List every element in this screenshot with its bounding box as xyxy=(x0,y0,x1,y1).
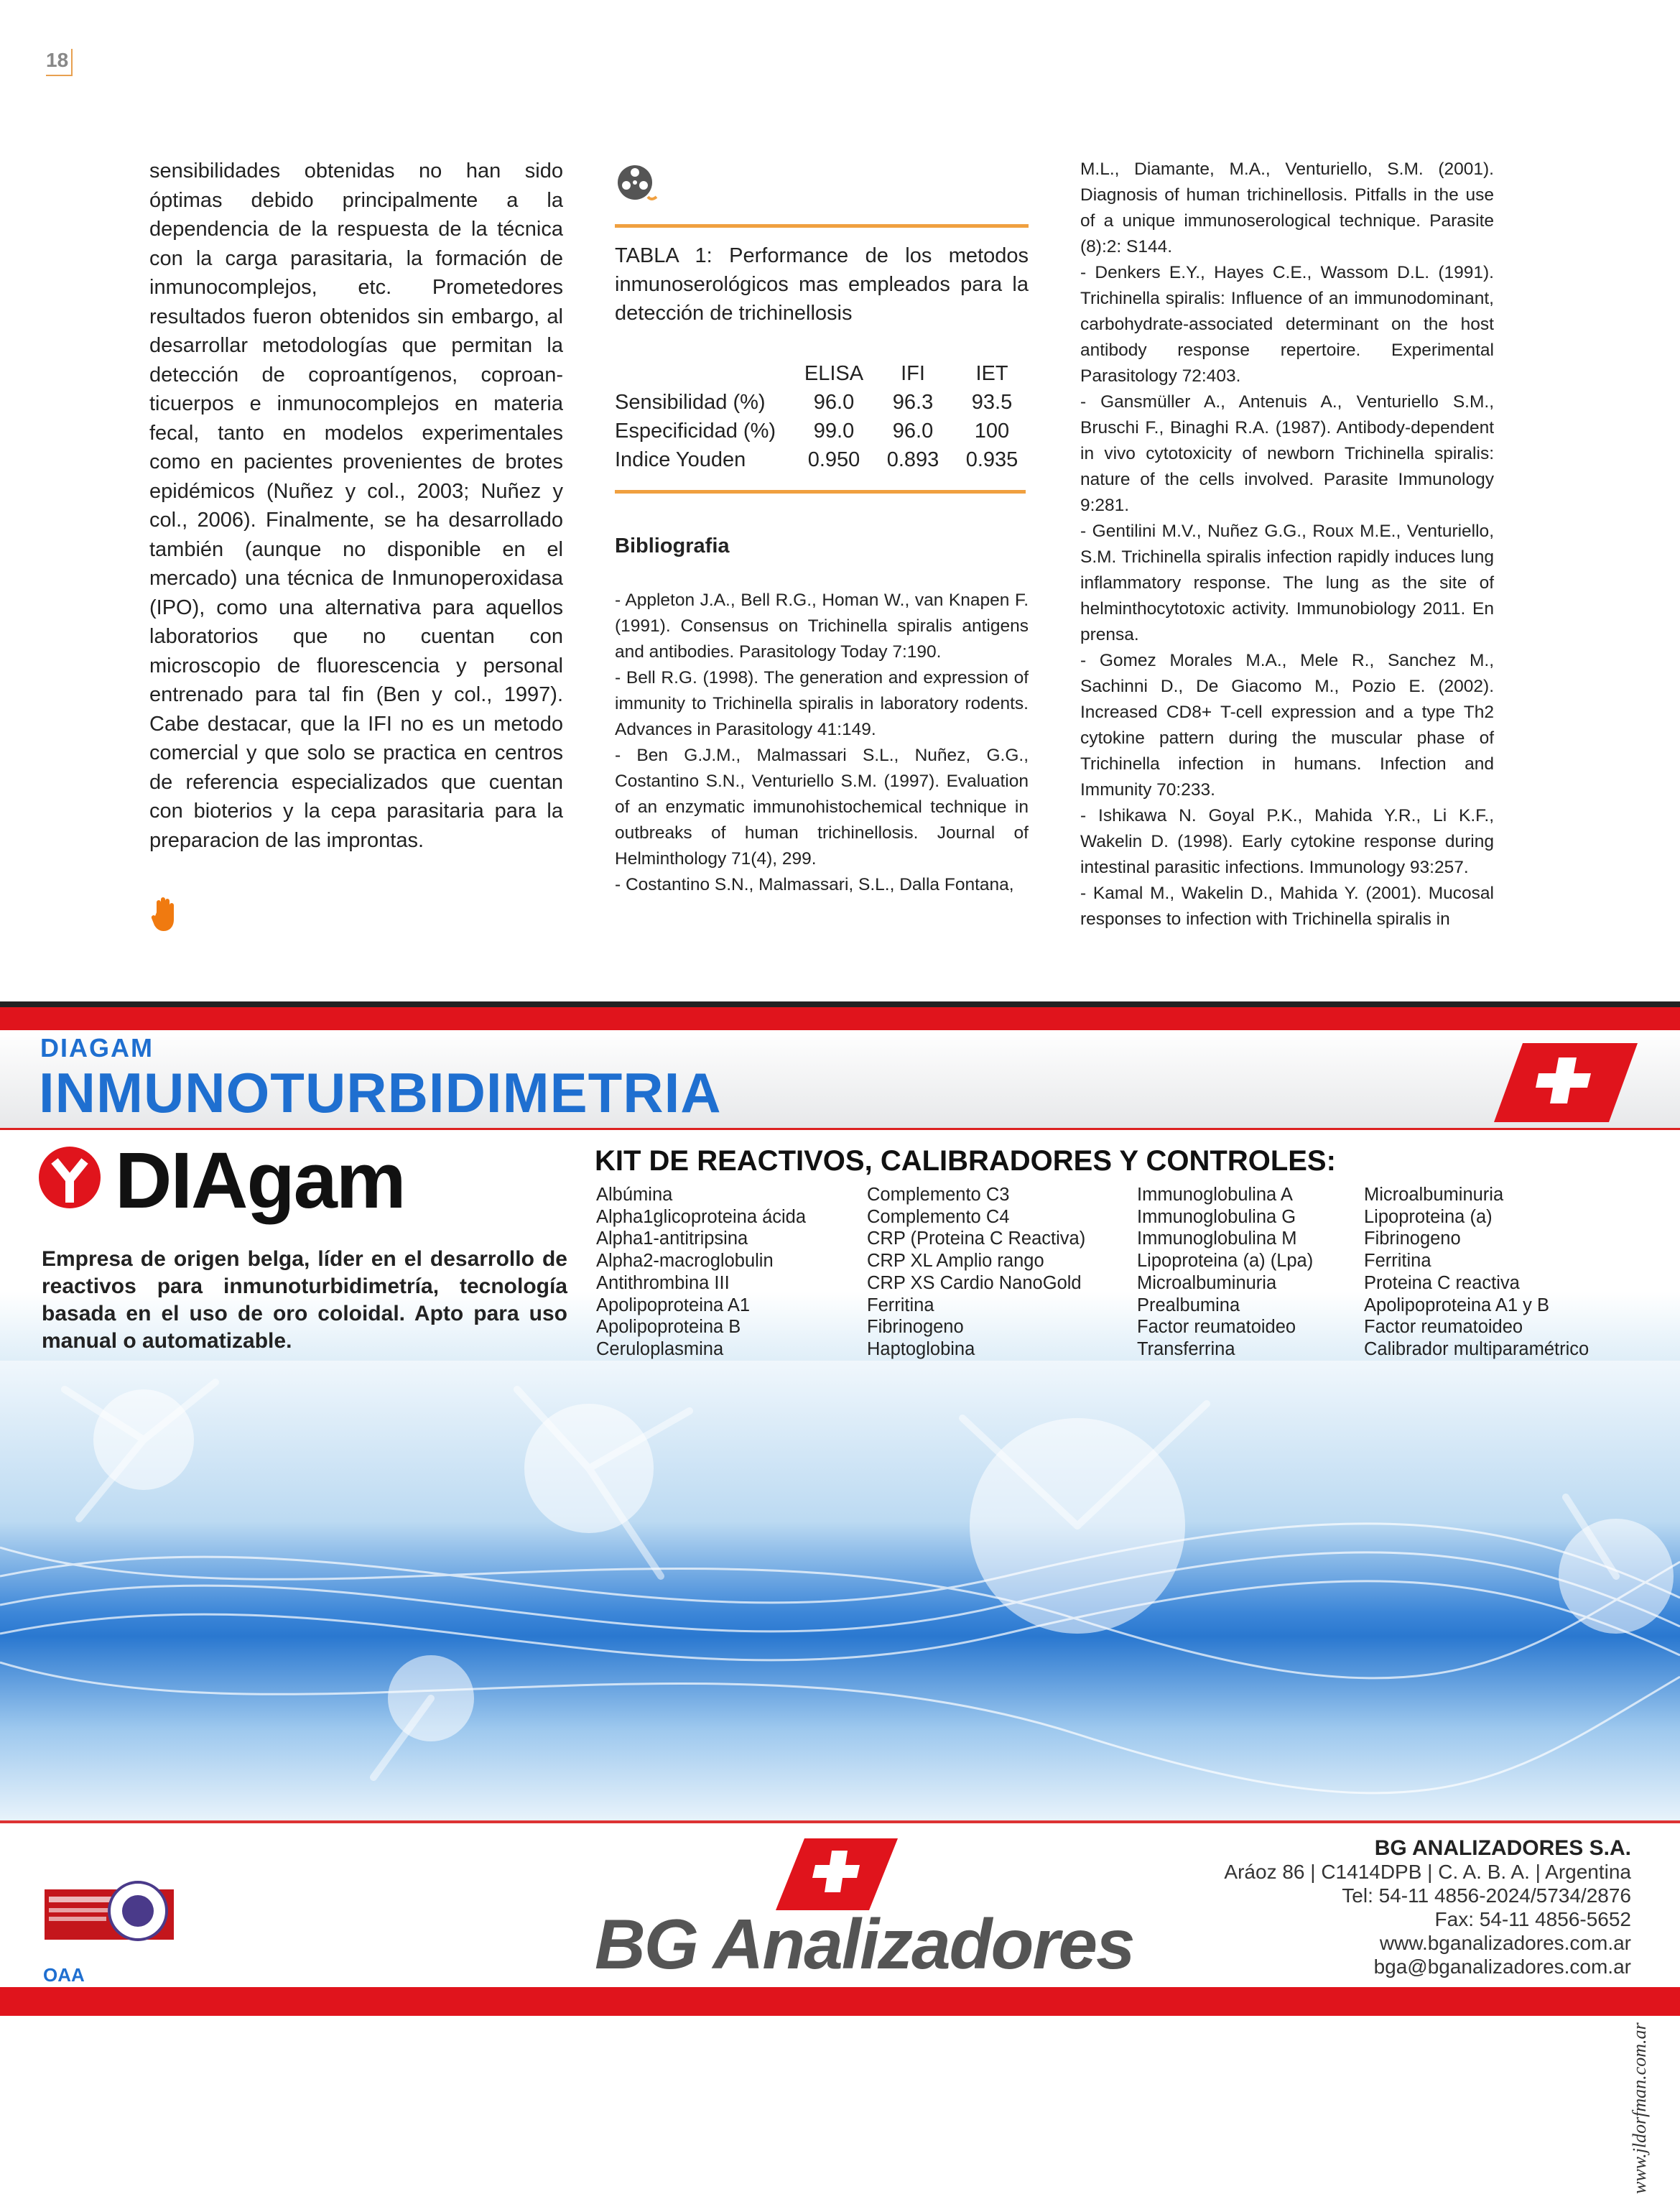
reference-item: - Gentilini M.V., Nuñez G.G., Roux M.E., Venturiello, S.M. Trichinella spiralis infection rapidly induces lung inflammatory response. The lung as the site of helminthocytotoxic activity. Immunobiology 2011. En prensa. xyxy=(1080,522,1494,644)
reference-item: M.L., Diamante, M.A., Venturiello, S.M. (2001). Diagnosis of human trichinellosis. Pitfalls in the use of a unique immunoserological technique. Parasite (8):2: S144. xyxy=(1080,159,1494,256)
page-number: 18 xyxy=(46,49,73,76)
table-cell: 100 xyxy=(974,420,1010,443)
diagam-logo-icon xyxy=(37,1145,102,1210)
list-item: Immunoglobulina G xyxy=(1137,1206,1296,1227)
company-name: BG ANALIZADORES S.A. xyxy=(1374,1836,1631,1860)
website-link[interactable]: www.bganalizadores.com.ar xyxy=(1379,1932,1631,1954)
list-item: Antithrombina III xyxy=(596,1272,730,1293)
table-header-cell: IET xyxy=(975,362,1008,385)
contact-block xyxy=(1224,1836,1631,1978)
advertisement xyxy=(0,1001,1680,2194)
reference-item: - Kamal M., Wakelin D., Mahida Y. (2001). Mucosal responses to infection with Trichinella spiralis in xyxy=(1080,884,1494,929)
list-item: Fibrinogeno xyxy=(1364,1228,1461,1249)
reference-item: - Ben G.J.M., Malmassari S.L., Nuñez, G.G., Costantino S.N., Venturiello S.M. (1997). Evaluation of an enzymatic immunohistochemical technique in outbreaks of human trichinellosis. Journal of Helminthology 71(4), 299. xyxy=(615,746,1029,869)
bg-analizadores-wordmark: BG Analizadores xyxy=(595,1904,1134,1984)
table-cell: 99.0 xyxy=(813,420,855,443)
table-cell: Indice Youden xyxy=(615,448,746,471)
list-item: Haptoglobina xyxy=(867,1338,975,1359)
list-item: Apolipoproteina B xyxy=(596,1317,741,1338)
table-bottom-rule xyxy=(615,490,1026,494)
table-caption: TABLA 1: Performance de los metodos inmunoserológicos mas empleados para la detección de trichinellosis xyxy=(615,244,1029,325)
references-column-3 xyxy=(1080,157,1494,932)
table-cell: Especificidad (%) xyxy=(615,420,776,443)
reference-item: - Gansmüller A., Antenuis A., Venturiello S.M., Bruschi F., Binaghi R.A. (1987). Antibody-dependent in vivo cytotoxicity of newborn Trichinella spiralis: nature of the cells involved. Parasite Immunology 9:281. xyxy=(1080,392,1494,515)
article-column-1 xyxy=(149,157,563,855)
ad-top-bar xyxy=(0,1001,1680,1030)
list-item: CRP (Proteina C Reactiva) xyxy=(867,1228,1086,1249)
list-item: Transferrina xyxy=(1137,1338,1235,1359)
kit-list-column xyxy=(1137,1184,1313,1361)
reference-item: - Costantino S.N., Malmassari, S.L., Dalla Fontana, xyxy=(615,875,1014,894)
list-item: Alpha1glicoproteina ácida xyxy=(596,1206,807,1227)
table-cell: 0.893 xyxy=(886,448,939,471)
swiss-cross-logo-icon xyxy=(776,1835,898,1914)
performance-table xyxy=(615,359,1031,474)
list-item: Proteina C reactiva xyxy=(1364,1272,1520,1293)
reference-item: - Appleton J.A., Bell R.G., Homan W., van Knapen F. (1991). Consensus on Trichinella spiralis antigens and antibodies. Parasitology Today 7:190. xyxy=(615,591,1029,662)
list-item: Immunoglobulina A xyxy=(1137,1185,1293,1205)
list-item: CRP XL Amplio rango xyxy=(867,1251,1044,1272)
table-cell: Sensibilidad (%) xyxy=(615,391,766,414)
reference-item: - Bell R.G. (1998). The generation and expression of immunity to Trichinella spiralis in laboratory rodents. Advances in Parasitology 41:149. xyxy=(615,668,1029,739)
list-item: Alpha2-macroglobulin xyxy=(596,1251,774,1272)
list-item: Apolipoproteina A1 xyxy=(596,1295,751,1315)
table-cell: 96.3 xyxy=(892,391,934,414)
ad-bottom-bar xyxy=(0,1987,1680,2016)
article-paragraph: sensibilidades obtenidas no han sido óptimas debido principalmente a la dependencia de la respuesta de la técnica con la carga parasitaria, la formación de inmunocomplejos, etc. Prometedores resultados fueron obtenidos sin embargo, al desarrollar metodologías que permitan la detección de coproantígenos, coproanticuerpos e inmunocomplejos en materia fecal, tanto en modelos experimentales como en pacientes provenientes de brotes epidémicos (Nuñez y col., 2003; Nuñez y col., 2006). Finalmente, se ha desarrollado también (aunque no disponible en el mercado) una técnica de Inmunoperoxidasa (IPO), como una alternativa para aquellos laboratorios que no cuentan con microscopio de fluorescencia y personal entrenado para tal fin (Ben y col., 1997). Cabe destacar, que la IFI no es un metodo comercial y que solo se practica en centros de referencia especializados que cuentan con bioterios y la cepa parasitaria para la preparacion de las improntas. xyxy=(149,159,563,852)
list-item: Apolipoproteina A1 y B xyxy=(1364,1295,1550,1315)
diagam-logo-text: DIAgam xyxy=(115,1137,405,1225)
list-item: Microalbuminuria xyxy=(1137,1272,1277,1293)
list-item: Ferritina xyxy=(1364,1251,1431,1272)
fax: Fax: 54-11 4856-5652 xyxy=(1434,1908,1631,1930)
list-item: Complemento C4 xyxy=(867,1206,1010,1227)
table-cell: 96.0 xyxy=(813,391,855,414)
list-item: Calibrador multiparamétrico xyxy=(1364,1338,1589,1359)
list-item: Ferritina xyxy=(867,1295,934,1315)
table-cell: 96.0 xyxy=(892,420,934,443)
bibliography-heading: Bibliografia xyxy=(615,534,730,557)
bureau-veritas-certification-icon xyxy=(45,1875,174,1961)
email-link[interactable]: bga@bganalizadores.com.ar xyxy=(1373,1955,1631,1978)
list-item: Lipoproteina (a) (Lpa) xyxy=(1137,1251,1314,1272)
list-item: Microalbuminuria xyxy=(1364,1185,1504,1205)
ad-brand-small: DIAGAM xyxy=(40,1033,154,1063)
table-cell: 93.5 xyxy=(971,391,1013,414)
table-cell: 0.950 xyxy=(807,448,860,471)
table-row xyxy=(615,388,1031,417)
table-header-cell: ELISA xyxy=(804,362,864,385)
kit-list-column xyxy=(1364,1184,1589,1361)
reference-item: - Ishikawa N. Goyal P.K., Mahida Y.R., Li K.F., Wakelin D. (1998). Early cytokine response during intestinal parasitic infections. Immunology 93:257. xyxy=(1080,806,1494,877)
list-item: CRP XS Cardio NanoGold xyxy=(867,1272,1082,1293)
hand-icon xyxy=(149,897,181,932)
list-item: Prealbumina xyxy=(1137,1295,1240,1315)
kit-list-column xyxy=(867,1184,1085,1361)
list-item: Lipoproteina (a) xyxy=(1364,1206,1493,1227)
list-item: Factor reumatoideo xyxy=(1137,1317,1296,1338)
references-column-2 xyxy=(615,588,1029,898)
swiss-cross-logo-icon xyxy=(1494,1036,1638,1129)
table-header-cell: IFI xyxy=(901,362,925,385)
list-item: Ceruloplasmina xyxy=(596,1338,724,1359)
ad-side-url: www.jldorfman.com.ar xyxy=(1629,2022,1650,2194)
ad-description: Empresa de origen belga, líder en el desarrollo de reactivos para inmunoturbidimetría, tecnología basada en el uso de oro coloidal. Apto para uso manual o automatizable. xyxy=(42,1247,567,1353)
reference-item: - Gomez Morales M.A., Mele R., Sanchez M., Sachinni D., De Giacomo M., Pozio E. (2002). Increased CD8+ T-cell expression and a type Th2 cytokine pattern during the muscular phase of Trichinella infection in humans. Infection and Immunity 70:233. xyxy=(1080,651,1494,800)
table-header-row xyxy=(615,359,1031,388)
ad-background-image xyxy=(0,1361,1680,1820)
list-item: Alpha1-antitripsina xyxy=(596,1228,748,1249)
address: Aráoz 86 | C1414DPB | C. A. B. A. | Argentina xyxy=(1224,1861,1631,1883)
table-cell: 0.935 xyxy=(965,448,1018,471)
list-item: Factor reumatoideo xyxy=(1364,1317,1523,1338)
table-row xyxy=(615,445,1031,474)
kit-list-column xyxy=(596,1184,806,1361)
oaa-label: OAA xyxy=(43,1964,85,1986)
list-item: Complemento C3 xyxy=(867,1185,1010,1205)
list-item: Immunoglobulina M xyxy=(1137,1228,1297,1249)
film-reel-icon xyxy=(616,164,659,207)
ad-title: INMUNOTURBIDIMETRIA xyxy=(39,1061,722,1124)
list-item: Fibrinogeno xyxy=(867,1317,964,1338)
table-row xyxy=(615,417,1031,445)
table-header-cell xyxy=(615,359,794,388)
molecule-background-graphic xyxy=(0,1361,1680,1820)
kit-title: KIT DE REACTIVOS, CALIBRADORES Y CONTROLES: xyxy=(595,1145,1336,1177)
table-top-rule xyxy=(615,224,1029,228)
reference-item: - Denkers E.Y., Hayes C.E., Wassom D.L. (1991). Trichinella spiralis: Influence of an immunodominant, carbohydrate-associated determinant on the host antibody response repertoire. Experimental Parasitology 72:403. xyxy=(1080,263,1494,386)
list-item: Albúmina xyxy=(596,1185,673,1205)
phone: Tel: 54-11 4856-2024/5734/2876 xyxy=(1342,1884,1631,1907)
